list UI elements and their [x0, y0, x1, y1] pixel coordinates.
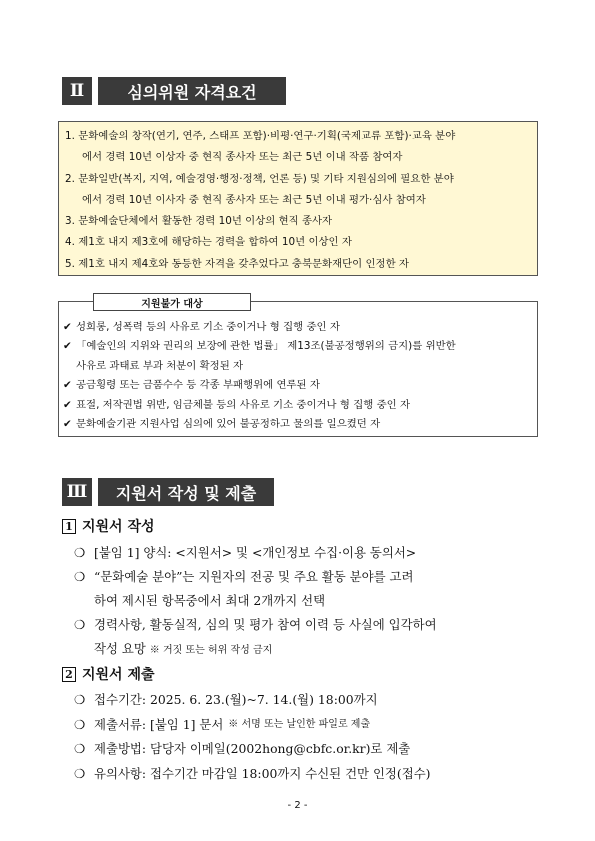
subsection-2-list — [74, 688, 539, 786]
exclusion-text: 표절, 저작권법 위반, 임금체불 등의 사유로 기소 중이거나 형 집행 중인 자 — [76, 398, 411, 411]
exclusions-box — [58, 298, 538, 437]
exclusion-text: 성희롱, 성폭력 등의 사유로 기소 중이거나 형 집행 중인 자 — [76, 321, 340, 333]
qualification-item: 4. 제1호 내지 제3호에 해당하는 경력을 합하여 10년 이상인 자 — [65, 236, 352, 249]
qualifications-box — [58, 121, 538, 276]
list-item-cont: 하여 제시된 항목중에서 최대 2개까지 선택 — [94, 593, 326, 608]
circle-bullet-icon: ❍ — [74, 765, 86, 781]
list-item-text: 작성 요망 — [94, 641, 146, 656]
section-3-title: 지원서 작성 및 제출 — [98, 478, 274, 506]
exclusion-text: 문화예술기관 지원사업 심의에 있어 불공정하고 물의를 일으켰던 자 — [76, 418, 381, 431]
qualification-item: 3. 문화예술단체에서 활동한 경력 10년 이상의 현직 종사자 — [65, 215, 333, 228]
subsection-2-number: 2 — [62, 667, 76, 682]
circle-bullet-icon: ❍ — [74, 617, 86, 632]
check-icon: ✔ — [63, 418, 72, 431]
exclusion-item — [63, 318, 533, 337]
note-text: ※ 거짓 또는 허위 작성 금지 — [149, 645, 273, 656]
check-icon: ✔ — [63, 340, 72, 353]
list-item-text: 경력사항, 활동실적, 심의 및 평가 참여 이력 등 사실에 입각하여 — [94, 617, 437, 632]
list-item-text: 제출서류: [붙임 1] 문서 — [94, 716, 224, 732]
qualification-item: 1. 문화예술의 창작(연기, 연주, 스태프 포함)·비평·연구·기획(국제교류 포함)·교육 분야 — [65, 130, 456, 142]
subsection-1-title: 지원서 작성 — [82, 519, 155, 535]
exclusion-text: 사유로 과태료 부과 처분이 확정된 자 — [76, 359, 244, 372]
circle-bullet-icon: ❍ — [74, 692, 86, 707]
exclusion-item — [63, 396, 533, 415]
list-item-text: [붙임 1] 양식: <지원서> 및 <개인정보 수집·이용 동의서> — [94, 545, 417, 560]
page-number: - 2 - — [287, 800, 308, 811]
qualification-item: 2. 문화일반(복지, 지역, 예술경영·행정·정책, 언론 등) 및 기타 지원심의에 필요한 분야 — [65, 172, 454, 185]
list-item-text: “문화예술 분야”는 지원자의 전공 및 주요 활동 분야를 고려 — [94, 569, 414, 584]
exclusion-item-cont — [63, 357, 533, 376]
circle-bullet-icon: ❍ — [74, 569, 86, 584]
list-item — [74, 737, 539, 762]
list-item — [74, 688, 539, 713]
list-item-text: 유의사항: 접수기간 마감일 18:00까지 수신된 건만 인정(접수) — [94, 765, 431, 781]
section-2-title: 심의위원 자격요건 — [98, 77, 286, 105]
section-2-number: Ⅱ — [62, 77, 92, 105]
qualification-item-cont: 에서 경력 10년 이상자 중 현직 종사자 또는 최근 5년 이내 작품 참여자 — [82, 151, 403, 164]
list-item — [74, 541, 539, 565]
exclusion-item — [63, 415, 533, 434]
list-item-cont — [74, 637, 539, 663]
circle-bullet-icon: ❍ — [74, 545, 86, 560]
section-3-number: Ⅲ — [62, 478, 92, 506]
exclusions-label: 지원불가 대상 — [93, 293, 251, 311]
section-3-header — [62, 478, 274, 506]
subsection-1-list — [74, 541, 539, 663]
check-icon: ✔ — [63, 321, 72, 333]
subsection-1-heading — [62, 516, 155, 536]
list-item-text: 제출방법: 담당자 이메일(2002hong@cbfc.or.kr)로 제출 — [94, 741, 411, 756]
subsection-2-heading — [62, 664, 155, 684]
qualification-item-cont: 에서 경력 10년 이사자 중 현직 종사자 또는 최근 5년 이내 평가·심사 참여자 — [82, 193, 426, 206]
list-item — [74, 565, 539, 589]
check-icon: ✔ — [63, 379, 72, 392]
note-text: ※ 서명 또는 날인한 파일로 제출 — [228, 718, 371, 730]
subsection-1-number: 1 — [62, 519, 76, 534]
list-item — [74, 762, 539, 787]
exclusion-text: 공금횡령 또는 금품수수 등 각종 부패행위에 연루된 자 — [76, 379, 320, 392]
exclusions-list — [63, 318, 533, 434]
section-2-header — [62, 77, 286, 105]
exclusion-text: 「예술인의 지위와 권리의 보장에 관한 법률」 제13조(불공정행위의 금지)를 위반한 — [76, 340, 456, 353]
qualification-item: 5. 제1호 내지 제4호와 동등한 자격을 갖추었다고 충북문화재단이 인정한 자 — [65, 257, 409, 270]
exclusion-item — [63, 337, 533, 356]
circle-bullet-icon: ❍ — [74, 741, 86, 756]
exclusion-item — [63, 376, 533, 395]
circle-bullet-icon: ❍ — [74, 716, 86, 732]
subsection-2-title: 지원서 제출 — [82, 667, 155, 683]
list-item — [74, 613, 539, 637]
list-item-text: 접수기간: 2025. 6. 23.(월)~7. 14.(월) 18:00까지 — [94, 692, 378, 707]
check-icon: ✔ — [63, 398, 72, 411]
list-item — [74, 713, 539, 738]
